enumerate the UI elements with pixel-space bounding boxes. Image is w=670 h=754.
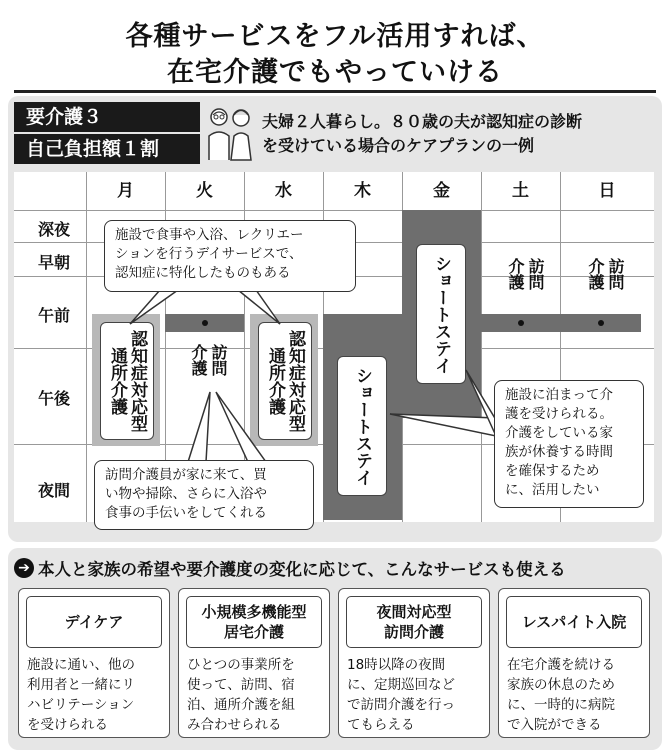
desc-line: で訪問介護を行っ [347,697,455,713]
other-services-heading-text: 本人と家族の希望や要介護度の変化に応じて、こんなサービスも使える [38,560,566,579]
home-visit-sun-label: 訪問介護 [586,258,625,290]
home-visit-sat-label: 訪問介護 [506,258,545,290]
headline-line2: 在宅介護でもやっていける [167,57,503,88]
time-night: 夜間 [38,481,71,500]
title-line: 居宅介護 [223,623,284,641]
callout-day-service [104,220,356,292]
service-card-desc [27,655,163,735]
desc-line: 使って、訪問、宿 [187,677,295,693]
service-card-respite [498,588,650,738]
desc-line: 利用者と一緒にリ [27,677,135,693]
desc-line: み合わせられる [187,717,282,733]
desc-line: 泊、通所介護を組 [187,697,295,713]
short-stay-label: ショートステイ [431,254,451,374]
day-sat: 土 [512,181,529,201]
callout-day-service-line2: ションを行うデイサービスで、 [115,246,303,262]
intro-line2: を受けている場合のケアプランの一例 [262,136,535,155]
arrow-right-circle-icon: ➔ [14,558,34,578]
intro-line1: 夫婦２人暮らし。８０歳の夫が認知症の診断 [262,112,583,131]
title-line: 夜間対応型 [376,603,452,621]
callout-short-stay-line4: 族が休養する時間 [505,444,613,460]
desc-line: ひとつの事業所を [187,657,295,673]
title-line: 訪問介護 [383,623,444,641]
desc-line: を受けられる [27,717,108,733]
day-thu: 木 [354,181,371,201]
day-care-title: デイケア [64,613,124,631]
callout-short-stay [494,380,644,508]
callout-short-stay-line6: に、活用したい [505,482,600,498]
other-services-heading [14,556,654,580]
day-fri: 金 [433,181,450,201]
callout-short-stay-line3: 介護をしている家 [505,425,613,441]
service-card-night-visit [338,588,490,738]
dementia-day-service-label: 認知症対応型通所介護 [265,330,305,432]
home-visit-tue-label: 訪問介護 [189,344,228,376]
day-wed: 水 [275,181,292,201]
desc-line: に、定期巡回など [347,677,455,693]
day-sun: 日 [598,181,616,201]
desc-line: てもらえる [347,717,415,733]
service-card-small-multifunction [178,588,330,738]
desc-line: 18時以降の夜間 [347,657,446,673]
short-stay-label: ショートステイ [352,366,372,486]
service-card-title [186,596,322,648]
respite-title: レスパイト入院 [521,613,627,631]
desc-line: ハビリテーション [27,697,135,713]
care-level-badge: 要介護３ [14,102,200,132]
time-morning: 午前 [38,306,71,325]
day-mon: 月 [117,181,134,201]
time-afternoon: 午後 [38,389,71,408]
desc-line: で入院ができる [507,717,602,733]
headline-line1: 各種サービスをフル活用すれば、 [125,21,545,52]
day-tue: 火 [196,181,213,201]
desc-line: に、一時的に病院 [507,697,615,713]
callout-home-visit-line2: い物や掃除、さらに入浴や [105,486,267,502]
service-card-day-care [18,588,170,738]
service-card-title [506,596,642,648]
time-late-night: 深夜 [38,220,71,239]
desc-line: 施設に通い、他の [27,657,135,673]
service-card-desc [187,655,323,735]
callout-short-stay-line5: を確保するため [505,463,600,479]
time-early-morning: 早朝 [38,253,71,272]
callout-short-stay-line1: 施設に泊まって介 [505,387,613,403]
callout-home-visit-line3: 食事の手伝いをしてくれる [105,505,267,521]
callout-short-stay-line2: 護を受けられる。 [505,406,613,422]
callout-home-visit [94,460,314,530]
desc-line: 在宅介護を続ける [507,657,615,673]
callout-day-service-line3: 認知症に特化したものもある [115,265,291,281]
service-card-desc [507,655,643,735]
copay-badge: 自己負担額１割 [14,134,200,164]
service-card-title [26,596,162,648]
callout-day-service-line1: 施設で食事や入浴、レクリエー [115,227,304,243]
title-line: 小規模多機能型 [201,603,307,621]
dementia-day-service-label: 認知症対応型通所介護 [107,330,147,432]
service-card-desc [347,655,483,735]
service-card-title [346,596,482,648]
desc-line: 家族の休息のため [507,677,615,693]
callout-home-visit-line1: 訪問介護員が家に来て、買 [105,467,267,483]
